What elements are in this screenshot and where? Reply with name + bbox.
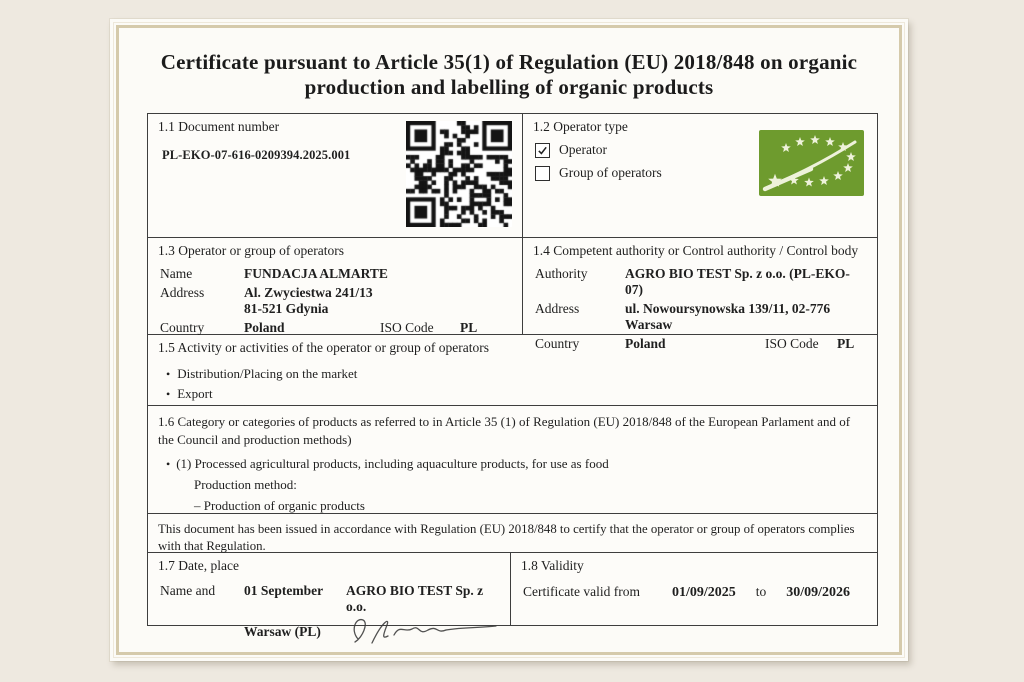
issue-place-value: Warsaw (PL) <box>244 624 321 639</box>
name-and-label: Name and <box>160 583 216 598</box>
compliance-statement: This document has been issued in accordance with Regulation (EU) 2018/848 to certify that the operator or group of operators complies with that Regulation. <box>158 522 855 553</box>
qr-code-icon <box>406 121 512 227</box>
operator-name-value: FUNDACJA ALMARTE <box>244 266 388 281</box>
row-document-operator-type <box>148 114 877 237</box>
production-method-value: – Production of organic products <box>194 498 365 513</box>
issue-date-value: 01 September <box>244 583 324 598</box>
category-item: • (1) Processed agricultural products, including aquaculture products, for use as food <box>166 456 867 472</box>
statement-cell <box>148 514 877 552</box>
valid-to-value: 30/09/2026 <box>786 585 851 600</box>
section-1-3-label: 1.3 Operator or group of operators <box>158 243 344 258</box>
row-activities <box>148 334 877 405</box>
country-label: Country <box>160 320 205 335</box>
authority-iso-value: PL <box>837 336 855 351</box>
authority-address-value: ul. Nowoursynowska 139/11, 02-776 Warsaw <box>625 301 831 332</box>
section-1-1-label: 1.1 Document number <box>158 119 280 134</box>
issuer-name-value: AGRO BIO TEST Sp. z o.o. <box>346 583 484 614</box>
certificate-paper <box>110 19 908 661</box>
certificate-table <box>147 113 878 639</box>
authority-label: Authority <box>535 266 588 281</box>
valid-from-value: 01/09/2025 <box>671 585 736 600</box>
section-1-5-activities <box>148 335 877 405</box>
section-1-4-authority <box>522 238 877 351</box>
certificate-title-line1: Certificate pursuant to Article 35(1) of Regulation (EU) 2018/848 on organic <box>160 50 858 74</box>
section-1-8-validity <box>510 553 877 625</box>
activities-list <box>166 364 867 404</box>
section-1-1-document-number <box>148 114 522 237</box>
certificate-title <box>140 50 878 100</box>
activity-item: • Export <box>166 384 867 404</box>
section-1-7-label: 1.7 Date, place <box>158 558 239 573</box>
operator-details <box>160 266 512 336</box>
section-1-5-label: 1.5 Activity or activities of the operator or group of operators <box>158 340 490 355</box>
section-1-8-label: 1.8 Validity <box>521 558 584 573</box>
activity-item: • Distribution/Placing on the market <box>166 364 867 384</box>
row-categories <box>148 405 877 513</box>
valid-from-label: Certificate valid from <box>523 584 640 599</box>
operator-country-value: Poland <box>244 320 285 335</box>
validity-details <box>523 584 867 601</box>
name-label: Name <box>160 266 193 281</box>
section-1-3-operator <box>148 238 522 334</box>
row-date-validity <box>148 552 877 639</box>
production-method-label: Production method: <box>194 477 297 492</box>
iso-code-label: ISO Code <box>380 320 434 335</box>
signature-icon <box>346 612 506 648</box>
document-number-value: PL-EKO-07-616-0209394.2025.001 <box>162 148 351 162</box>
date-place-details <box>160 583 500 648</box>
authority-country-value: Poland <box>625 336 666 351</box>
section-1-7-date-place <box>148 553 510 639</box>
section-1-2-label: 1.2 Operator type <box>533 119 628 134</box>
operator-option-label: Operator <box>559 142 607 157</box>
to-label: to <box>755 584 767 599</box>
operator-address-value <box>244 285 512 317</box>
address-label: Address <box>160 285 205 300</box>
eu-organic-leaf-logo-icon <box>759 130 864 196</box>
authority-country-label: Country <box>535 336 580 351</box>
section-1-2-operator-type <box>522 114 877 237</box>
checkbox-checked-icon <box>535 143 550 158</box>
section-1-4-label: 1.4 Competent authority or Control authority / Control body <box>533 243 859 258</box>
authority-address-label: Address <box>535 301 580 316</box>
operator-address-line1: Al. Zwyciestwa 241/13 <box>244 285 373 300</box>
certificate-title-line2: production and labelling of organic products <box>304 75 714 99</box>
group-of-operators-option-label: Group of operators <box>559 165 662 180</box>
section-1-6-label: 1.6 Category or categories of products as referred to in Article 35 (1) of Regulation (EU) 2018/848 of the European Parlament and of the Council and production methods) <box>158 414 851 447</box>
section-1-6-categories <box>148 406 877 513</box>
authority-name-value: AGRO BIO TEST Sp. z o.o. (PL-EKO-07) <box>625 266 850 297</box>
checkbox-unchecked-icon <box>535 166 550 181</box>
operator-iso-value: PL <box>460 320 478 335</box>
row-statement <box>148 513 877 552</box>
operator-address-line2: 81-521 Gdynia <box>244 301 329 316</box>
authority-iso-label: ISO Code <box>765 336 819 351</box>
